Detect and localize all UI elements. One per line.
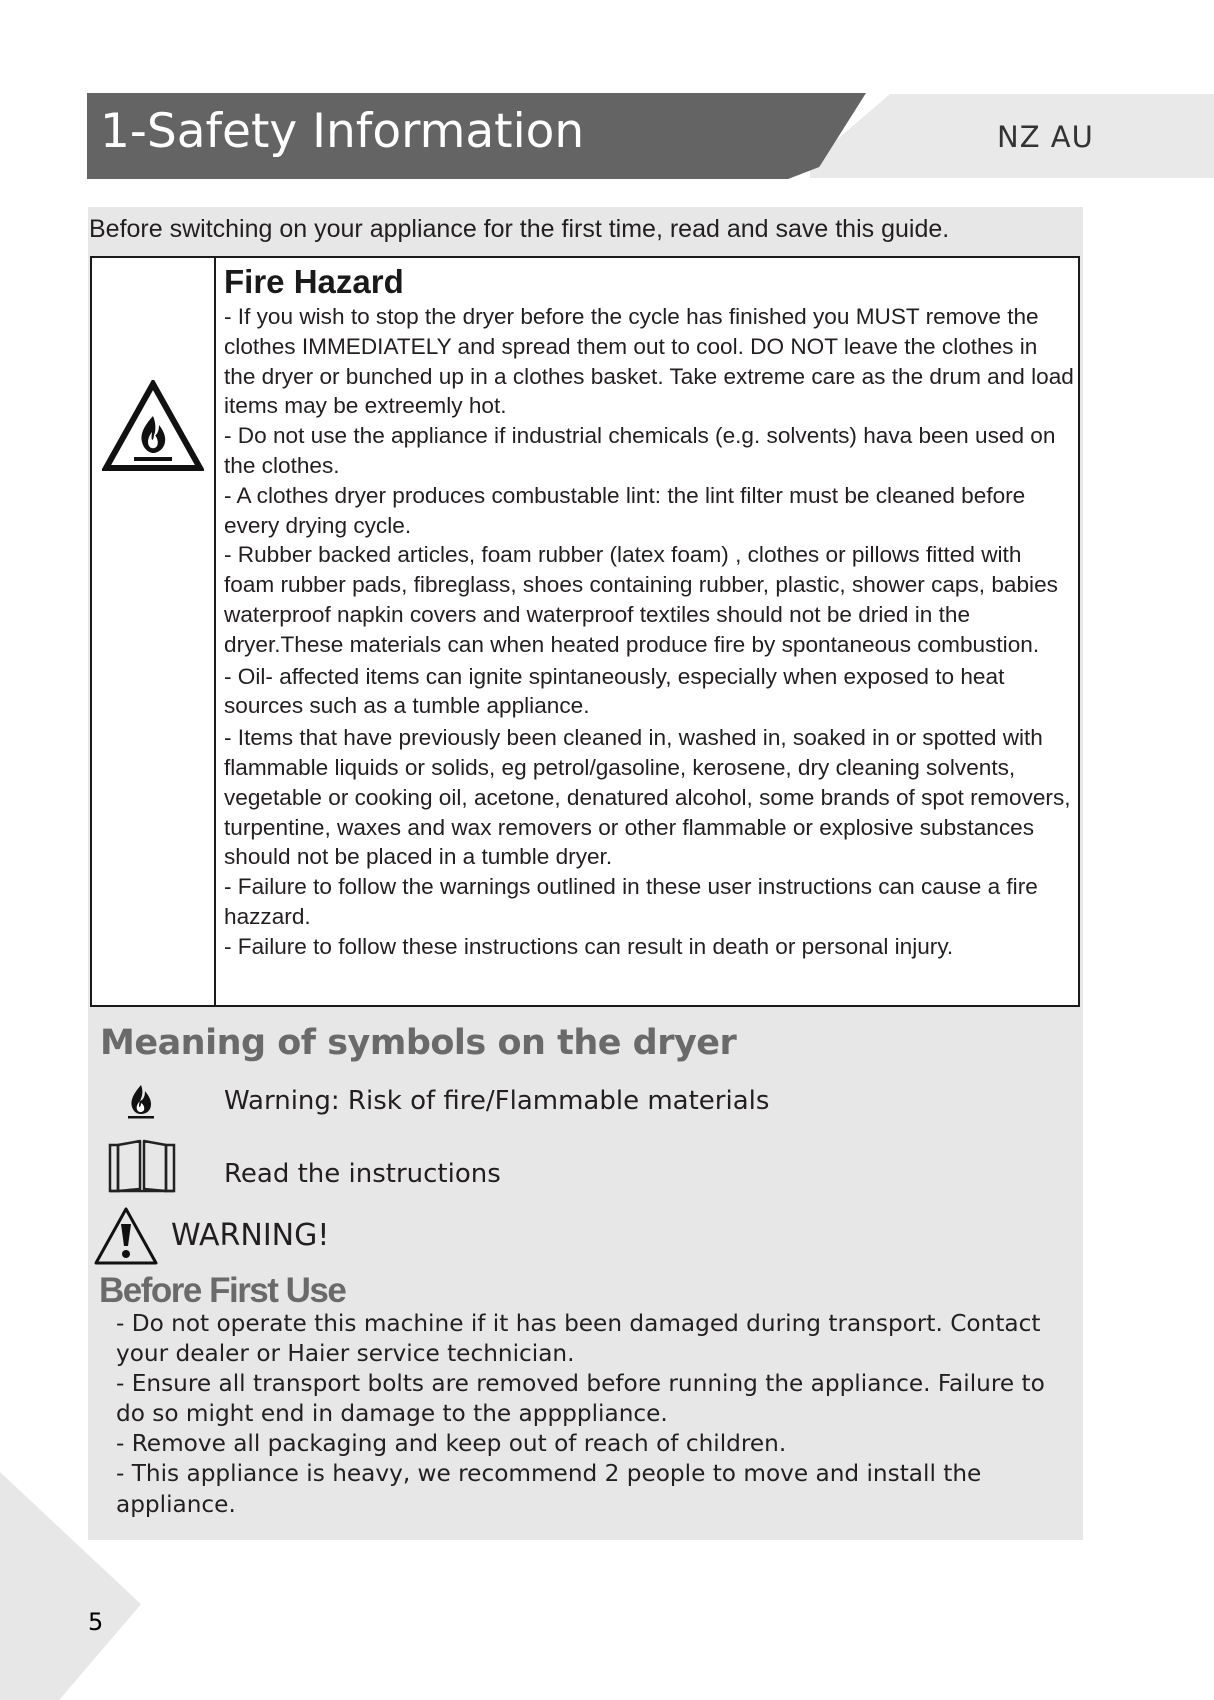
- intro-text: Before switching on your appliance for the first time, read and save this guide.: [89, 215, 950, 243]
- page-number: 5: [88, 1608, 104, 1636]
- bfu-paragraph: - This appliance is heavy, we recommend 2 people to move and install the appliance.: [116, 1460, 982, 1518]
- open-book-icon: [108, 1139, 176, 1195]
- flame-icon: [125, 1083, 157, 1119]
- warning-label: WARNING!: [171, 1218, 330, 1253]
- before-first-use-text: [116, 1309, 1056, 1520]
- hazard-paragraph: - Rubber backed articles, foam rubber (latex foam) , clothes or pillows fitted with foam rubber pads, fibreglass, shoes containing rubber, plastic, shower caps, babies waterproof napkin covers and waterproof textiles should not be dried in the dryer.These materials can when heated produce fire by spontaneous combustion.: [224, 542, 1058, 657]
- bfu-paragraph: - Ensure all transport bolts are removed before running the appliance. Failure to do so might end in damage to the appppliance.: [116, 1370, 1045, 1428]
- exclamation-triangle-icon: [93, 1206, 159, 1266]
- symbol-label-read: Read the instructions: [224, 1159, 501, 1189]
- symbols-heading: Meaning of symbols on the dryer: [100, 1023, 737, 1063]
- hazard-paragraph: - Failure to follow these instructions can result in death or personal injury.: [224, 933, 954, 959]
- fire-hazard-text: [224, 302, 1074, 962]
- region-label: NZ AU: [997, 120, 1094, 154]
- hazard-paragraph: - A clothes dryer produces combustable lint: the lint filter must be cleaned before every drying cycle.: [224, 482, 1026, 538]
- fire-hazard-triangle-icon: [102, 380, 204, 472]
- hazard-paragraph: - Oil- affected items can ignite spintaneously, especially when exposed to heat sources such as a tumble appliance.: [224, 663, 1005, 719]
- bfu-paragraph: - Do not operate this machine if it has been damaged during transport. Contact your dealer or Haier service technician.: [116, 1310, 1041, 1368]
- page-title: 1-Safety Information: [100, 104, 585, 159]
- before-first-use-heading: Before First Use: [99, 1271, 346, 1310]
- fire-hazard-box: [90, 256, 1080, 1007]
- fire-hazard-heading: Fire Hazard: [224, 263, 404, 300]
- hazard-paragraph: - Items that have previously been cleaned in, washed in, soaked in or spotted with flammable liquids or solids, eg petrol/gasoline, kerosene, dry cleaning solvents, vegetable or cooking oil, acetone, denatured alcohol, some brands of spot removers, turpentine, waxes and wax removers or other flammable or explosive substances should not be placed in a tumble dryer.: [224, 725, 1071, 870]
- hazard-paragraph: - Do not use the appliance if industrial chemicals (e.g. solvents) hava been used on the clothes.: [224, 423, 1056, 478]
- bfu-paragraph: - Remove all packaging and keep out of reach of children.: [116, 1430, 787, 1458]
- hazard-divider: [214, 258, 216, 1005]
- symbol-label-fire: Warning: Risk of fire/Flammable materials: [224, 1086, 770, 1116]
- hazard-paragraph: - Failure to follow the warnings outlined in these user instructions can cause a fire hazzard.: [224, 874, 1038, 929]
- hazard-paragraph: - If you wish to stop the dryer before the cycle has finished you MUST remove the clothes IMMEDIATELY and spread them out to cool. DO NOT leave the clothes in the dryer or bunched up in a clothes basket. Take extreme care as the drum and load items may be extreemly hot.: [224, 304, 1074, 419]
